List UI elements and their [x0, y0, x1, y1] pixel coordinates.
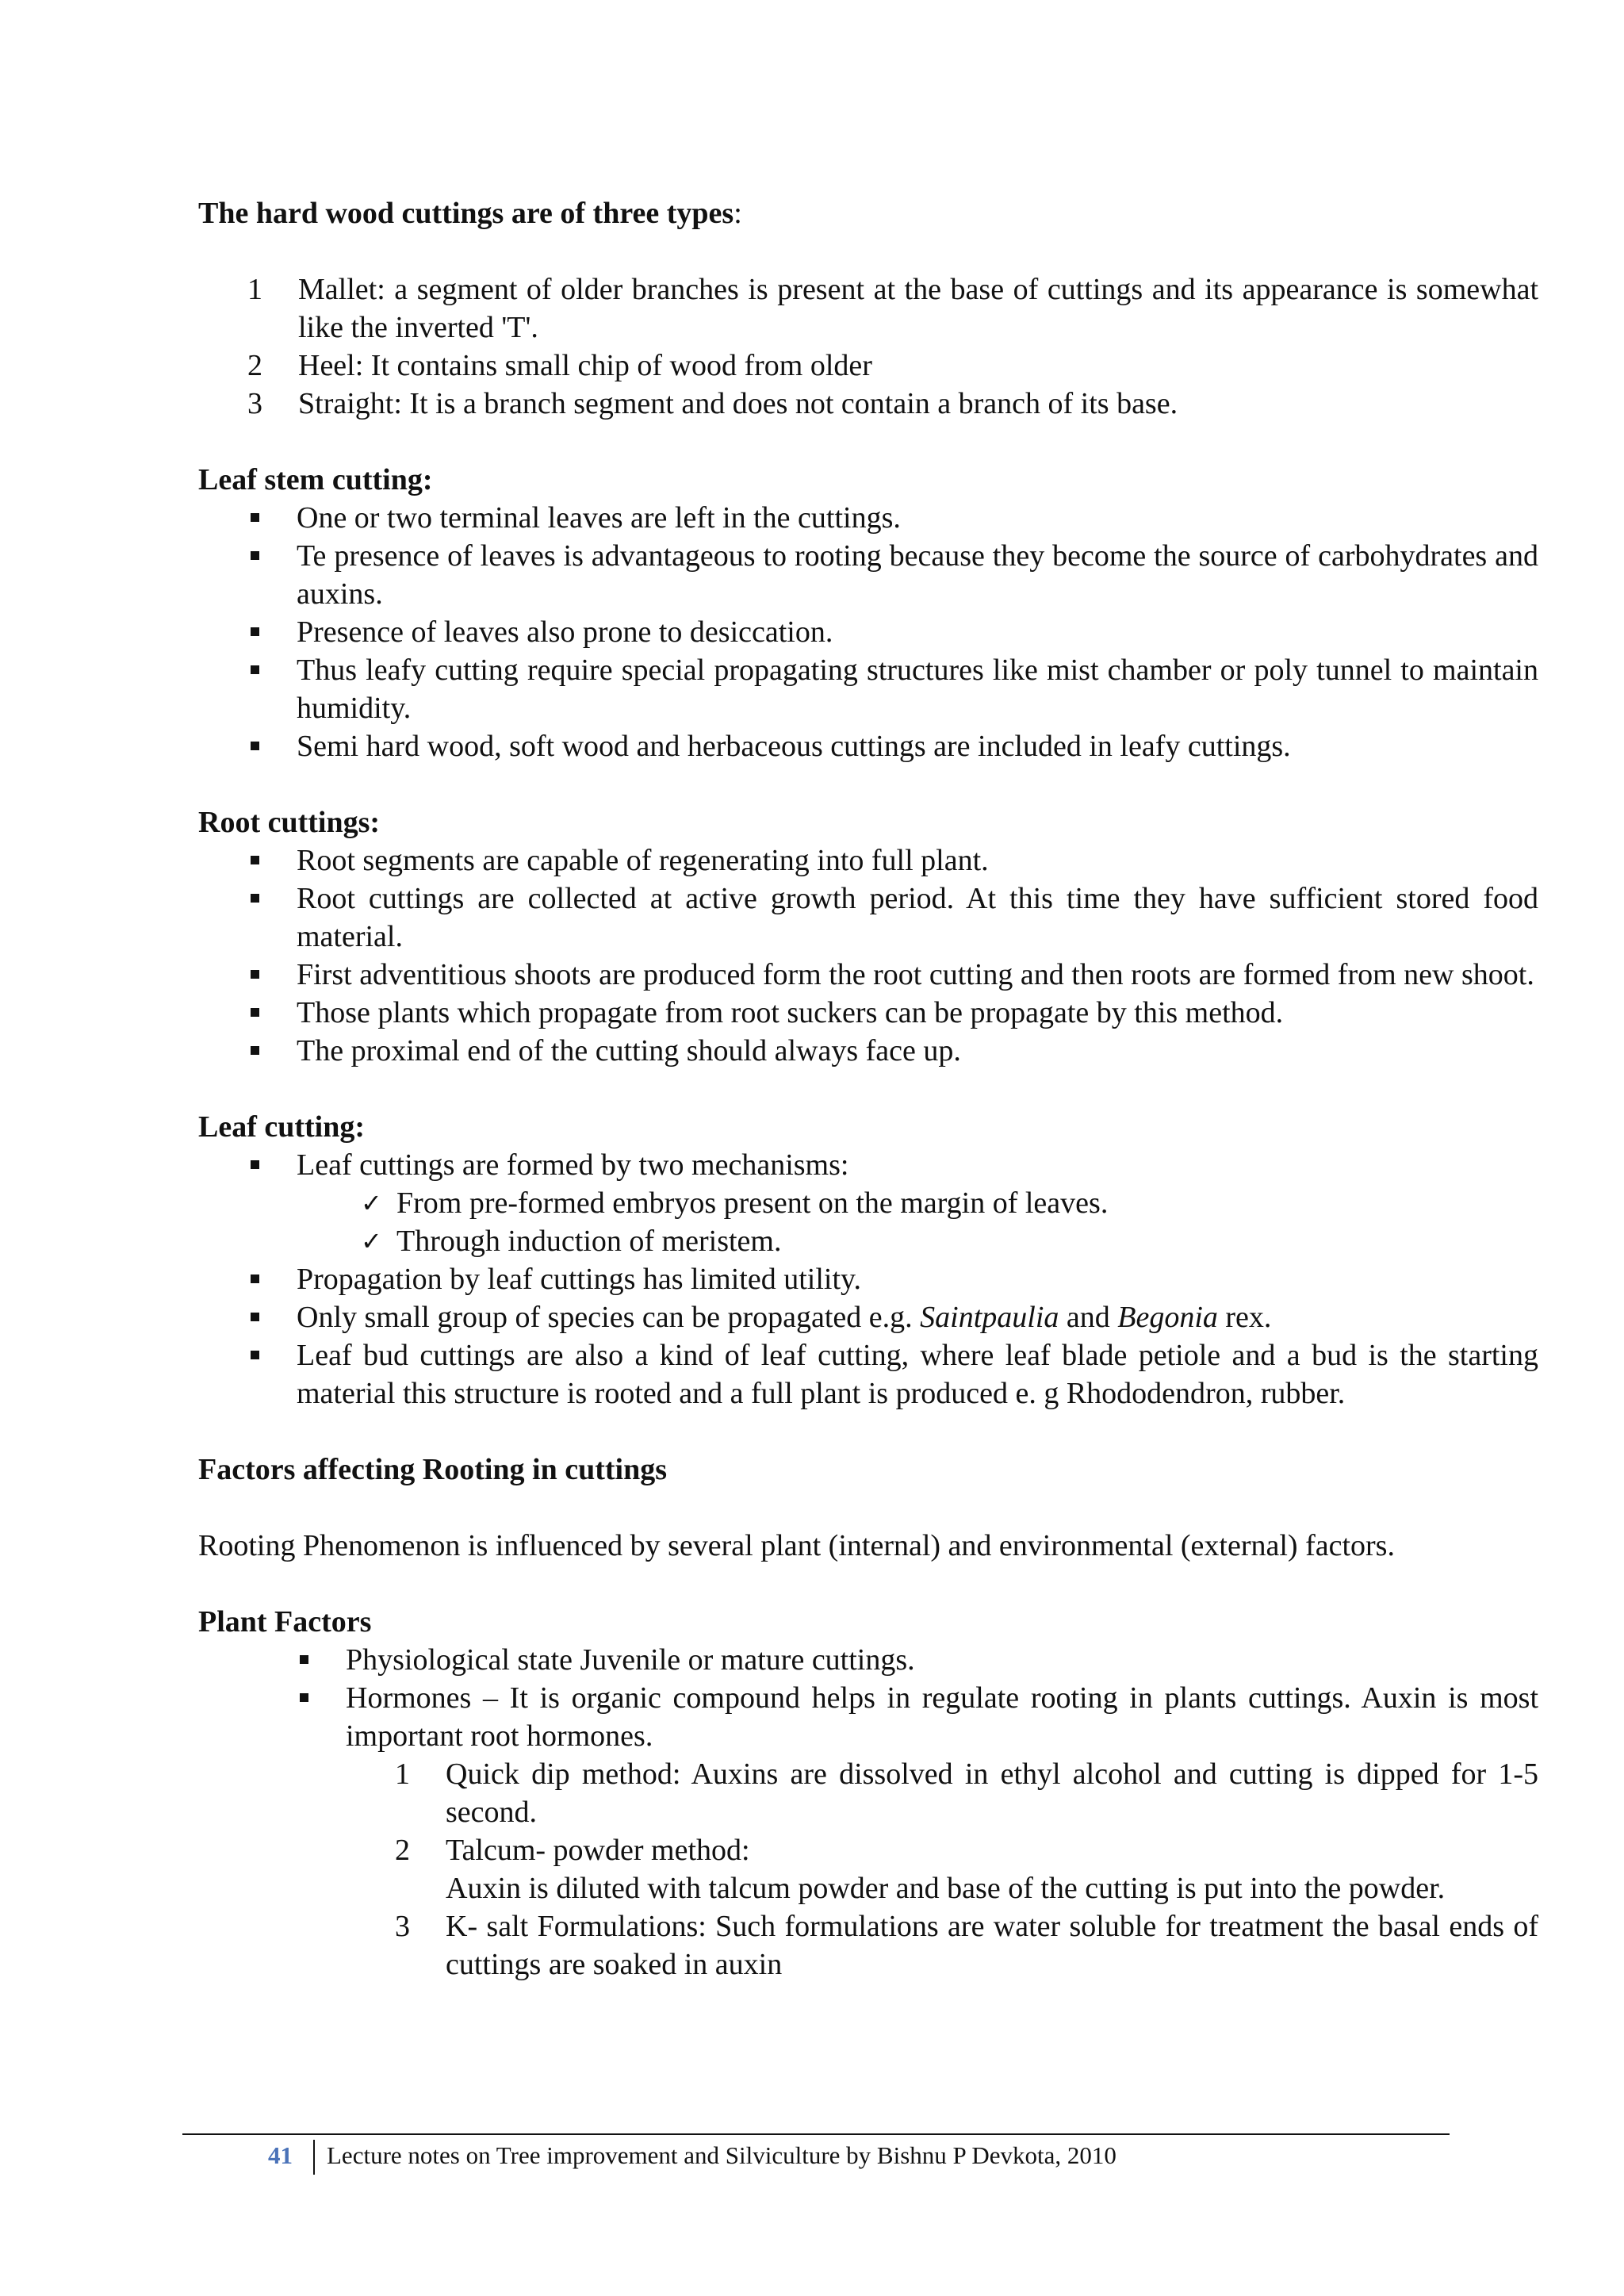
list-item: Presence of leaves also prone to desiccation. [198, 613, 1538, 651]
plant-factors-list [198, 1641, 1538, 1755]
bullet-square-icon [251, 1313, 259, 1321]
list-item: Physiological state Juvenile or mature cuttings. [198, 1641, 1538, 1679]
bullet-square-icon [251, 1046, 259, 1055]
list-item: 3 K- salt Formulations: Such formulations are water soluble for treatment the basal ends of cuttings are soaked in auxin [395, 1910, 1538, 1981]
bullet-square-icon [251, 1351, 259, 1359]
list-item: 2 Talcum- powder method: Auxin is diluted with talcum powder and base of the cutting is put into the powder. [395, 1834, 1446, 1905]
bullet-square-icon [251, 1274, 259, 1283]
list-item: Semi hard wood, soft wood and herbaceous cuttings are included in leafy cuttings. [198, 727, 1538, 765]
list-item: 1 Quick dip method: Auxins are dissolved in ethyl alcohol and cutting is dipped for 1-5 second. [395, 1757, 1538, 1829]
bullet-square-icon [251, 665, 259, 674]
leaf-list [198, 1146, 1538, 1184]
checkmark-icon: ✓ [361, 1188, 382, 1218]
page-footer [182, 2140, 1450, 2176]
list-item: ✓ Through induction of meristem. [198, 1222, 1538, 1260]
checkmark-icon: ✓ [361, 1226, 382, 1256]
leaf-list-cont [198, 1260, 1538, 1412]
bullet-square-icon [251, 1008, 259, 1017]
list-item: First adventitious shoots are produced form the root cutting and then roots are formed from new shoot. [198, 956, 1538, 994]
list-item: 1 Mallet: a segment of older branches is present at the base of cuttings and its appearance is somewhat like the inverted 'T'. [247, 273, 1538, 344]
footer-divider [182, 2133, 1450, 2135]
bullet-square-icon [300, 1655, 308, 1664]
list-item: ✓ From pre-formed embryos present on the margin of leaves. [198, 1184, 1538, 1222]
page-body [198, 194, 1538, 1984]
list-item: 2 Heel: It contains small chip of wood from older [247, 349, 872, 382]
root-list [198, 841, 1538, 1070]
hardwood-list [198, 270, 1538, 423]
hormone-methods-list [198, 1755, 1538, 1984]
leaf-check-list [198, 1184, 1538, 1260]
factors-intro: Rooting Phenomenon is influenced by several plant (internal) and environmental (external) factors. [198, 1529, 1395, 1562]
leaf-heading: Leaf cutting: [198, 1110, 366, 1144]
bullet-square-icon [251, 856, 259, 864]
list-item: Those plants which propagate from root suckers can be propagate by this method. [198, 994, 1538, 1032]
bullet-square-icon [251, 894, 259, 903]
footer-separator [313, 2140, 315, 2175]
list-item: Propagation by leaf cuttings has limited utility. [198, 1260, 1538, 1298]
bullet-square-icon [251, 970, 259, 979]
list-item: One or two terminal leaves are left in the cuttings. [198, 499, 1538, 537]
bullet-square-icon [251, 742, 259, 750]
bullet-square-icon [251, 627, 259, 636]
list-item: Leaf bud cuttings are also a kind of leaf cutting, where leaf blade petiole and a bud is the starting material this structure is rooted and a full plant is produced e. g Rhododendron, rubber. [198, 1336, 1538, 1412]
list-item: The proximal end of the cutting should always face up. [198, 1032, 1538, 1070]
bullet-square-icon [300, 1693, 308, 1702]
list-item: 3 Straight: It is a branch segment and does not contain a branch of its base. [247, 387, 1178, 420]
page-number: 41 [268, 2141, 293, 2169]
leaf-stem-list [198, 499, 1538, 765]
leaf-stem-heading: Leaf stem cutting: [198, 463, 433, 496]
footer-text: Lecture notes on Tree improvement and Silviculture by Bishnu P Devkota, 2010 [327, 2141, 1116, 2169]
plant-factors-heading: Plant Factors [198, 1605, 372, 1639]
list-item: Root segments are capable of regenerating into full plant. [198, 841, 1538, 880]
bullet-square-icon [251, 551, 259, 560]
root-heading: Root cuttings: [198, 806, 381, 839]
list-item: Only small group of species can be propagated e.g. Saintpaulia and Begonia rex. [198, 1298, 1538, 1336]
list-item: Thus leafy cutting require special propagating structures like mist chamber or poly tunnel to maintain humidity. [198, 651, 1538, 727]
list-item: Hormones – It is organic compound helps in regulate rooting in plants cuttings. Auxin is most important root hormones. [198, 1679, 1538, 1755]
bullet-square-icon [251, 513, 259, 522]
list-item: Root cuttings are collected at active growth period. At this time they have sufficient stored food material. [198, 880, 1538, 956]
list-item: Te presence of leaves is advantageous to rooting because they become the source of carbohydrates and auxins. [198, 537, 1538, 613]
list-item: Leaf cuttings are formed by two mechanisms: [198, 1146, 1538, 1184]
bullet-square-icon [251, 1160, 259, 1169]
factors-heading: Factors affecting Rooting in cuttings [198, 1453, 668, 1486]
hardwood-heading: The hard wood cuttings are of three types: [198, 197, 742, 230]
